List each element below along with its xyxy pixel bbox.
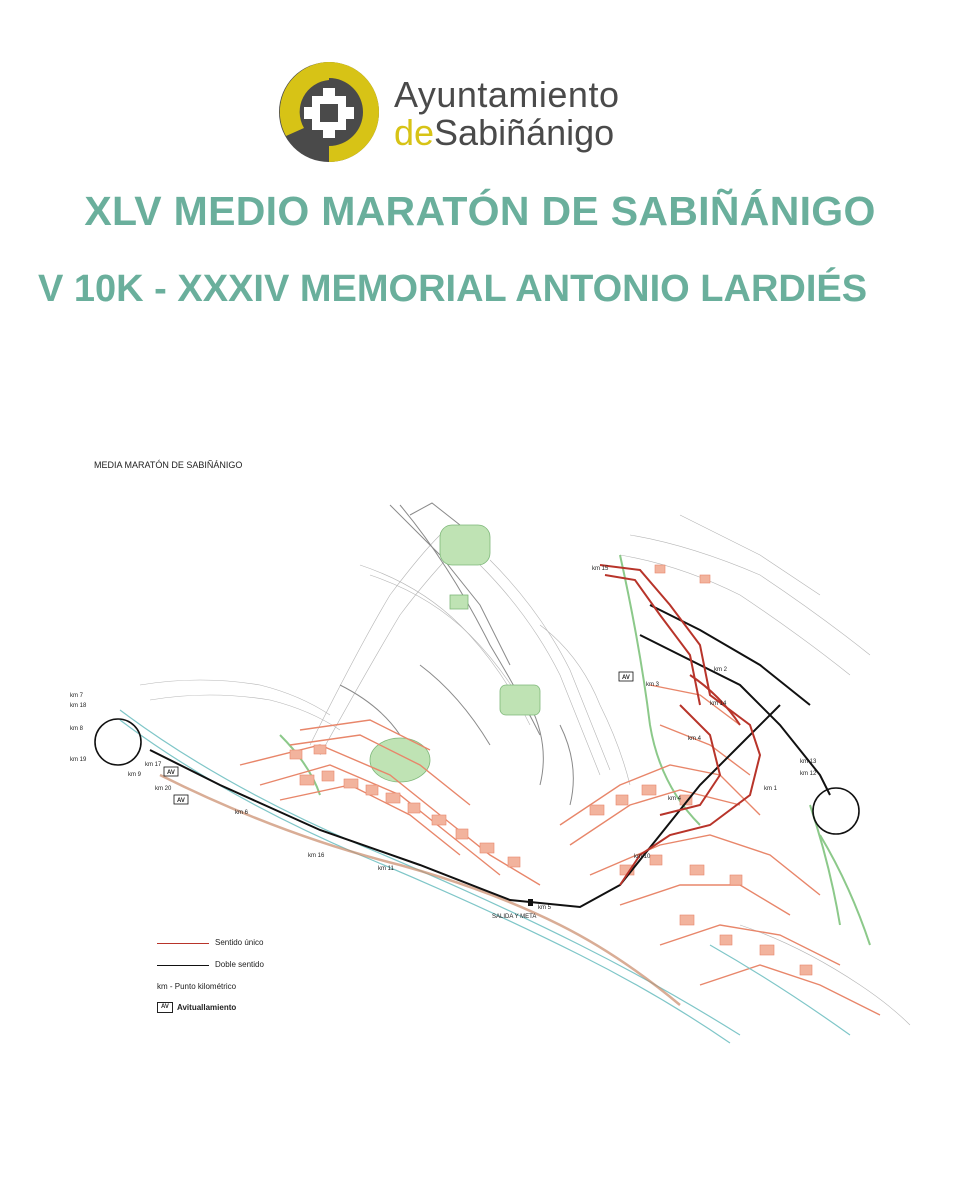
ayuntamiento-logo bbox=[276, 58, 676, 166]
km-5-label: km 5 bbox=[538, 905, 552, 911]
km-6-label: km 6 bbox=[235, 810, 249, 816]
km-markers bbox=[70, 566, 817, 911]
building-blocks bbox=[290, 565, 812, 975]
km-9-label: km 9 bbox=[128, 772, 142, 778]
turnaround-east bbox=[813, 788, 859, 834]
km-7-label: km 7 bbox=[70, 693, 84, 699]
green-areas bbox=[280, 555, 870, 945]
route-two-way bbox=[150, 605, 830, 907]
terrain-contours bbox=[140, 515, 910, 1025]
km-15-label: km 15 bbox=[592, 566, 609, 572]
km-4b-label: km 4 bbox=[688, 736, 702, 742]
logo-line-2 bbox=[394, 112, 614, 154]
km-14-label: km 14 bbox=[710, 701, 727, 707]
event-subtitle: V 10K - XXXIV MEMORIAL ANTONIO LARDIÉS bbox=[38, 268, 868, 310]
logo-line-2-main: Sabiñánigo bbox=[434, 112, 615, 153]
km-17-label: km 17 bbox=[145, 762, 162, 768]
logo-line-1: Ayuntamiento bbox=[394, 74, 620, 115]
town-buildings bbox=[240, 685, 880, 1015]
km-1-label: km 1 bbox=[764, 786, 778, 792]
legend-one-way-label: Sentido único bbox=[215, 938, 264, 947]
km-16-label: km 16 bbox=[308, 853, 325, 859]
legend-two-way-label: Doble sentido bbox=[215, 960, 264, 969]
parks bbox=[370, 525, 540, 782]
map-title: MEDIA MARATÓN DE SABIÑÁNIGO bbox=[94, 460, 243, 470]
logo-line-2-prefix: de bbox=[394, 112, 435, 153]
aid-station-1-label: AV bbox=[167, 770, 175, 776]
event-title: XLV MEDIO MARATÓN DE SABIÑÁNIGO bbox=[84, 188, 876, 234]
km-4-label: km 4 bbox=[668, 796, 682, 802]
km-2-label: km 2 bbox=[714, 667, 728, 673]
logo-emblem-icon bbox=[276, 58, 386, 166]
km-10-label: km 10 bbox=[634, 854, 651, 860]
km-12-label: km 12 bbox=[800, 771, 817, 777]
turnaround-west bbox=[95, 719, 141, 765]
route-map bbox=[60, 445, 920, 1045]
km-13-label: km 13 bbox=[800, 759, 817, 765]
km-19-label: km 19 bbox=[70, 757, 87, 763]
route-one-way bbox=[600, 565, 760, 885]
two-way-swatch bbox=[157, 965, 209, 966]
km-20-label: km 20 bbox=[155, 786, 172, 792]
legend-km-label: km - Punto kilométrico bbox=[157, 982, 237, 991]
legend-aid-icon: AV bbox=[157, 1002, 173, 1013]
aid-station-2-label: AV bbox=[177, 798, 185, 804]
one-way-swatch bbox=[157, 943, 209, 944]
km-11-label: km 11 bbox=[378, 866, 394, 872]
km-8-label: km 8 bbox=[70, 726, 84, 732]
start-finish-marker bbox=[528, 899, 533, 906]
km-18-label: km 18 bbox=[70, 703, 87, 709]
km-3-label: km 3 bbox=[646, 682, 660, 688]
start-finish-label: SALIDA Y META bbox=[492, 914, 537, 920]
legend-aid-label: Avituallamiento bbox=[177, 1003, 237, 1012]
aid-station-3-label: AV bbox=[622, 675, 630, 681]
